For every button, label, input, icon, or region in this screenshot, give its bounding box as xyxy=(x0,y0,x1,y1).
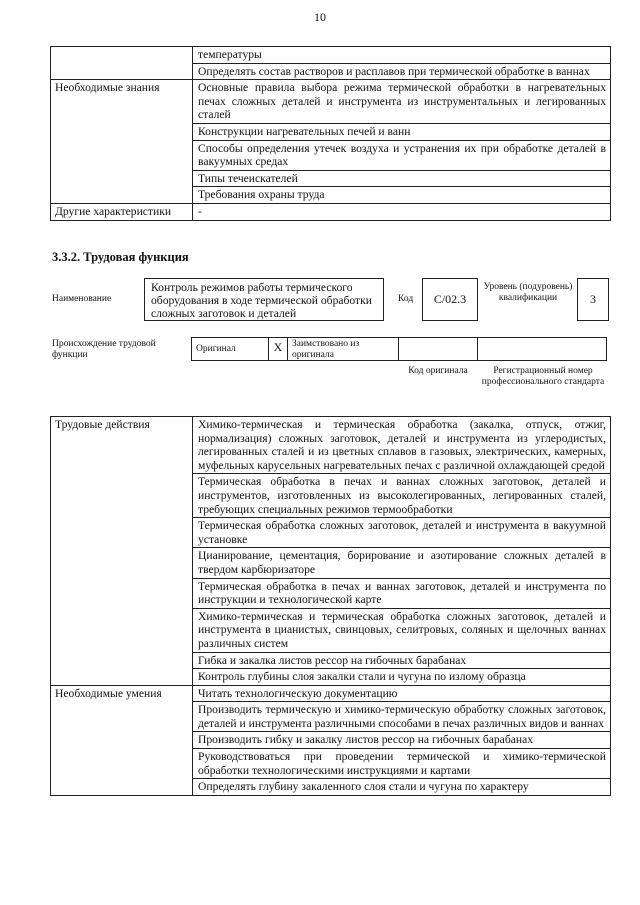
table-row xyxy=(51,47,611,64)
function-code-box: C/02.3 xyxy=(422,278,478,321)
table-row xyxy=(51,203,611,220)
labor-actions-table xyxy=(50,416,611,796)
qualification-level-label: Уровень (подуровень) квалификации xyxy=(483,282,573,303)
original-label: Оригинал xyxy=(196,344,236,354)
row-item: Термическая обработка сложных заготовок, деталей и инструмента в вакуумной установке xyxy=(193,518,611,548)
row-label: Трудовые действия xyxy=(51,417,193,686)
original-mark-cell: X xyxy=(268,337,288,361)
row-item: Конструкции нагревательных печей и ванн xyxy=(193,123,611,140)
row-label xyxy=(51,47,193,80)
row-item: Термическая обработка в печах и ваннах заготовок, деталей и инструмента по инструкции и технологической карте xyxy=(193,578,611,608)
page-number: 10 xyxy=(314,10,326,24)
table-row xyxy=(51,417,611,474)
reg-number-cell xyxy=(477,337,607,361)
row-item: Основные правила выбора режима термической обработки в нагревательных печах сложных деталей и инструмента из инструментальных и легированных сталей xyxy=(193,80,611,124)
row-item: Определять состав растворов и расплавов при термической обработке в ваннах xyxy=(193,63,611,80)
code-label: Код xyxy=(398,294,414,304)
row-item: Определять глубину закаленного слоя стали и чугуна по характеру xyxy=(193,779,611,796)
name-label: Наименование xyxy=(52,294,112,304)
row-item: температуры xyxy=(193,47,611,64)
table-row xyxy=(51,685,611,702)
reg-number-label: Регистрационный номер профессионального стандарта xyxy=(481,366,605,387)
origin-label: Происхождение трудовой функции xyxy=(52,339,156,360)
row-item: Производить термическую и химико-термическую обработку сложных заготовок, деталей и инструмента различными способами в печах различных видов и ваннах xyxy=(193,702,611,732)
row-label: Другие характеристики xyxy=(51,203,193,220)
row-item: Контроль глубины слоя закалки стали и чугуна по излому образца xyxy=(193,669,611,686)
row-item: - xyxy=(193,203,611,220)
row-item: Термическая обработка в печах и ваннах сложных заготовок, деталей и инструментов, изготовленных из высоколегированных, легированных сталей, требующих специальных режимов термообработки xyxy=(193,474,611,518)
function-name-box: Контроль режимов работы термического оборудования в ходе термической обработки сложных заготовок и деталей xyxy=(144,278,384,321)
section-heading: 3.3.2. Трудовая функция xyxy=(52,250,189,264)
row-item: Читать технологическую документацию xyxy=(193,685,611,702)
row-item: Способы определения утечек воздуха и устранения их при обработке деталей в вакуумных средах xyxy=(193,140,611,170)
row-item: Химико-термическая и термическая обработка (закалка, отпуск, отжиг, нормализация) сложных заготовок, деталей и инструмента из углеродистых, легированных сталей и из цветных сплавов в газовых, электрических, камерных, муфельных карусельных нагревательных печах с различной охлаждающей средой xyxy=(193,417,611,474)
table-row xyxy=(51,80,611,124)
origin-code-label: Код оригинала xyxy=(408,366,468,376)
origin-code-cell xyxy=(398,337,478,361)
row-item: Требования охраны труда xyxy=(193,187,611,204)
qualification-level-box: 3 xyxy=(577,278,609,321)
origin-row xyxy=(191,337,607,361)
row-label: Необходимые умения xyxy=(51,685,193,795)
row-item: Типы течеискателей xyxy=(193,170,611,187)
top-requirements-table xyxy=(50,46,611,221)
row-item: Руководствоваться при проведении термической и химико-термической обработки технологическими инструкциями и картами xyxy=(193,749,611,779)
row-item: Производить гибку и закалку листов рессор на гибочных барабанах xyxy=(193,732,611,749)
original-cell xyxy=(191,337,269,361)
row-item: Химико-термическая и термическая обработка сложных заготовок, деталей и инструмента в цианистых, свинцовых, селитровых, соляных и щелочных ваннах различных систем xyxy=(193,608,611,652)
row-label: Необходимые знания xyxy=(51,80,193,204)
borrowed-cell: Заимствовано из оригинала xyxy=(287,337,399,361)
row-item: Цианирование, цементация, борирование и азотирование сложных деталей в твердом карбюризаторе xyxy=(193,548,611,578)
row-item: Гибка и закалка листов рессор на гибочных барабанах xyxy=(193,652,611,669)
